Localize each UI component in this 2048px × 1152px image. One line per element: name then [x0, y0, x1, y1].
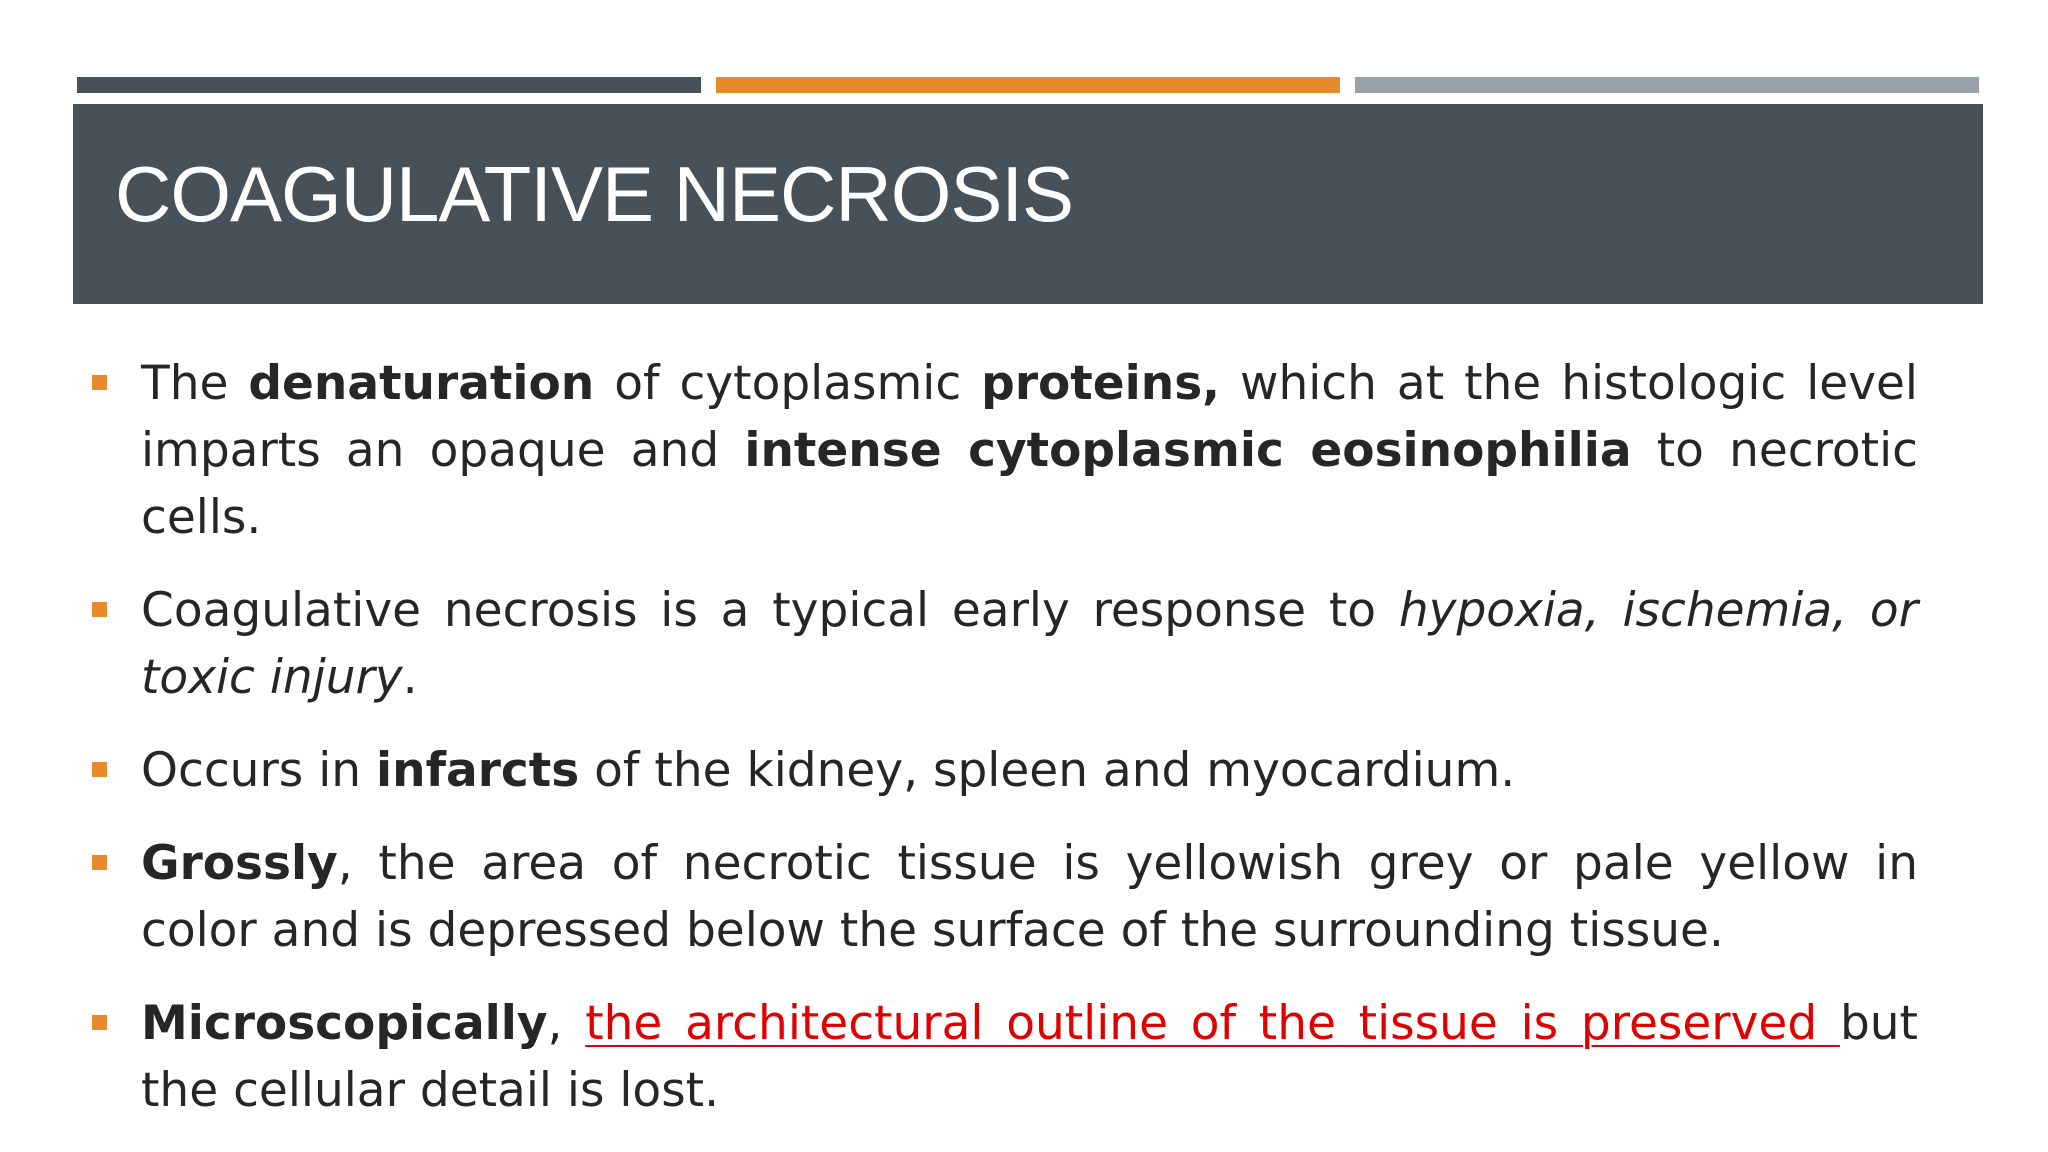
bullet-denaturation: [88, 350, 1918, 551]
bullet-text: to necrotic cells.: [141, 423, 1919, 545]
bullet-text: Coagulative necrosis is a typical early response to: [141, 583, 1399, 638]
accent-bar-orange: [716, 77, 1340, 93]
bullet-grossly: [88, 830, 1918, 964]
italic-term: hypoxia, ischemia, or toxic injury: [141, 583, 1918, 705]
bold-term: Grossly: [141, 836, 338, 891]
bullet-infarcts: [88, 737, 1918, 804]
bold-term: Microscopically: [141, 996, 548, 1051]
accent-bar-dark: [77, 77, 701, 93]
bullet-text: .: [402, 650, 418, 705]
square-bullet-icon: [92, 762, 107, 777]
bold-term: intense cytoplasmic eosinophilia: [744, 423, 1632, 478]
square-bullet-icon: [92, 1015, 107, 1030]
square-bullet-icon: [92, 855, 107, 870]
bullet-text: The: [141, 356, 249, 411]
bold-term: proteins,: [981, 356, 1221, 411]
square-bullet-icon: [92, 602, 107, 617]
bullet-text: which at the histologic level imparts an opaque and: [141, 356, 1918, 478]
bullet-text: of the kidney, spleen and myocardium.: [579, 743, 1516, 798]
bold-term: denaturation: [248, 356, 595, 411]
bullet-text: , the area of necrotic tissue is yellowish grey or pale yellow in color and is depressed below the surface of the surrounding tissue.: [141, 836, 1918, 958]
bold-term: infarcts: [376, 743, 580, 798]
bullet-microscopically: [88, 990, 1918, 1124]
bullet-text: of cytoplasmic: [594, 356, 982, 411]
bullet-list: [88, 350, 1918, 1150]
bullet-text: Occurs in: [141, 743, 376, 798]
bullet-early-response: [88, 577, 1918, 711]
slide-title: COAGULATIVE NECROSIS: [115, 150, 1074, 238]
highlighted-underlined-text: the architectural outline of the tissue is preserved: [585, 996, 1840, 1051]
accent-bar-gray: [1355, 77, 1979, 93]
title-band: [73, 104, 1983, 304]
bullet-text: ,: [547, 996, 586, 1051]
square-bullet-icon: [92, 375, 107, 390]
bullet-text: but the cellular detail is lost.: [141, 996, 1918, 1118]
